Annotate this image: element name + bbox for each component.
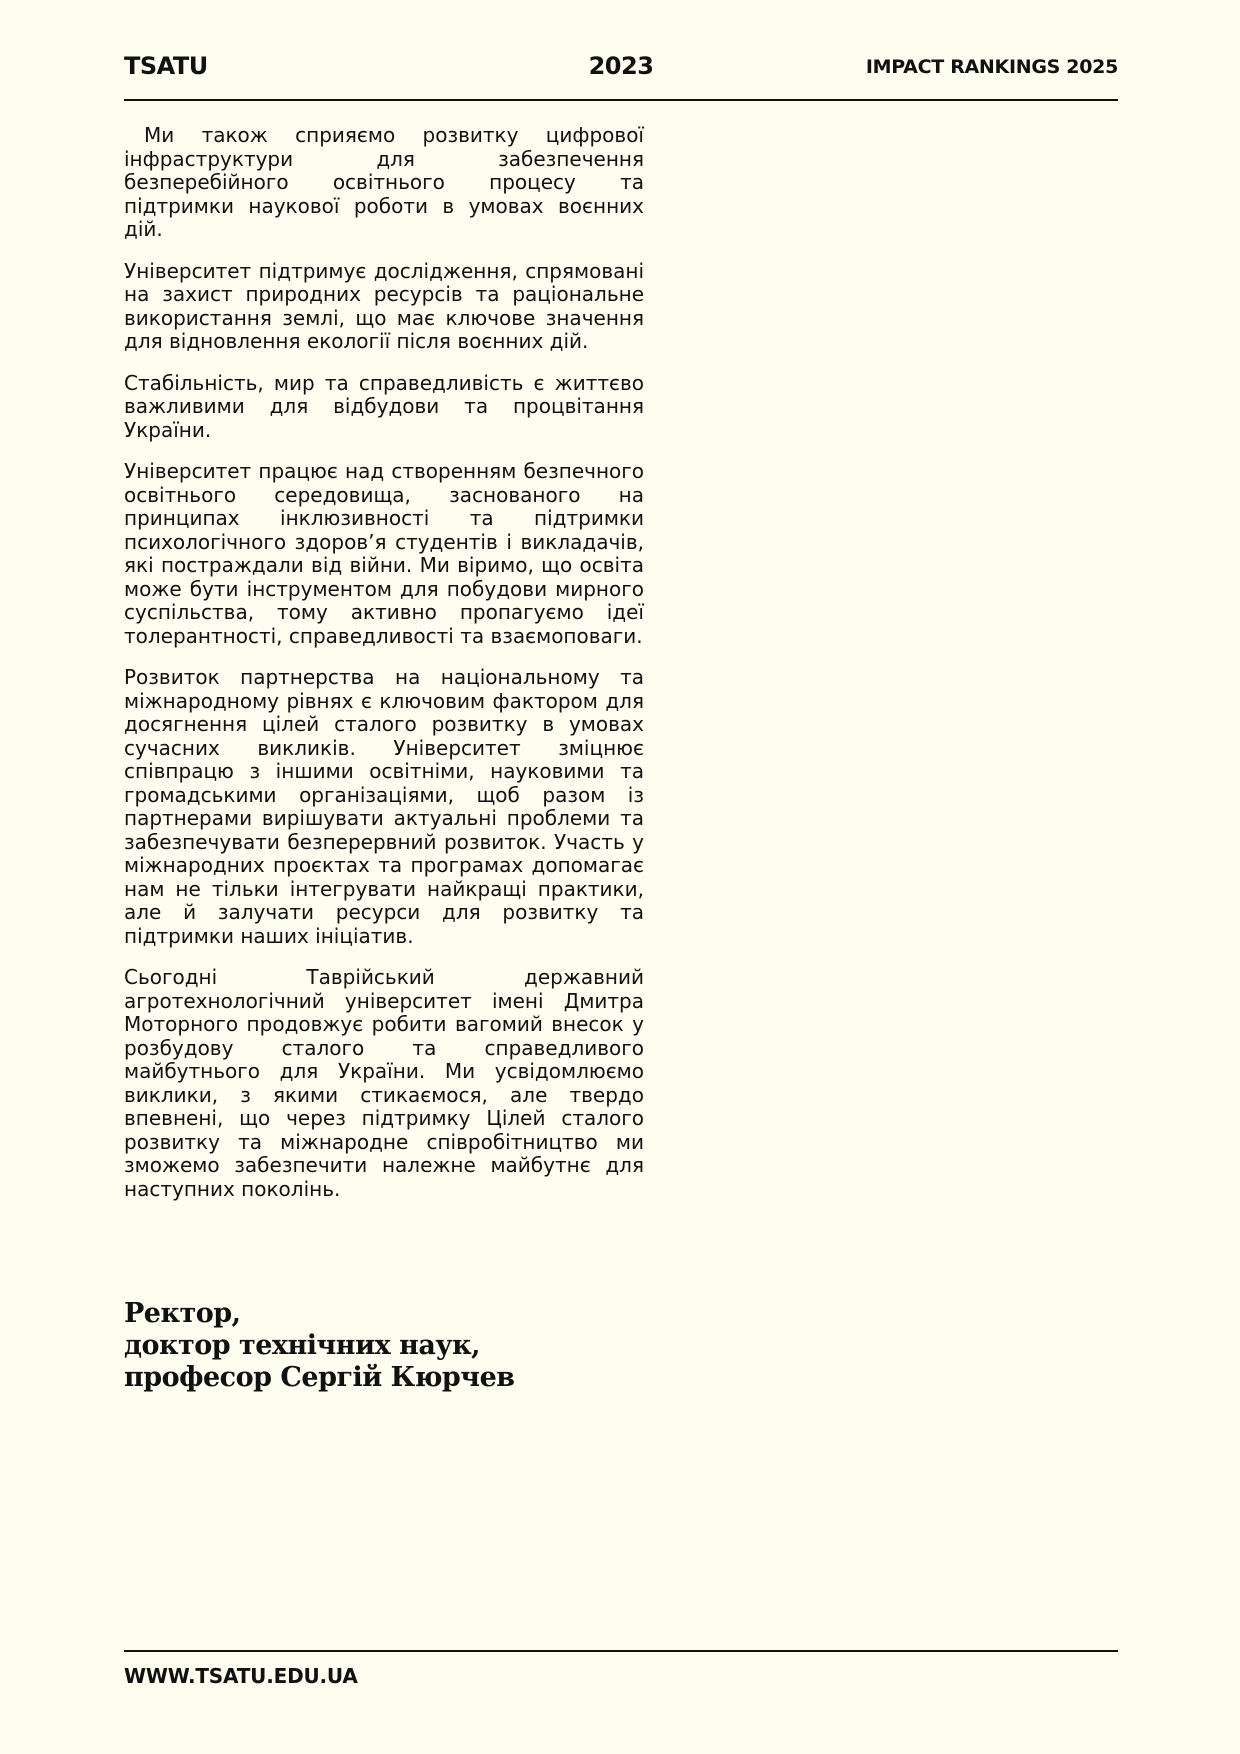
header-divider [124,99,1118,101]
paragraph-natural-resources: Університет підтримує дослідження, спрямовані на захист природних ресурсів та раціональне використання землі, що має ключове значення для відновлення екології після воєнних дій. [124,258,644,353]
footer-website: WWW.TSATU.EDU.UA [124,1664,358,1688]
header-report-title: IMPACT RANKINGS 2025 [865,56,1118,78]
paragraph-stability-peace: Стабільність, мир та справедливість є життєво важливими для відбудови та процвітання України. [124,370,644,442]
header-org-name: TSATU [124,52,208,80]
footer-divider [124,1650,1118,1652]
paragraph-partnership: Розвиток партнерства на національному та міжнародному рівнях є ключовим фактором для досягнення цілей сталого розвитку в умовах сучасних викликів. Університет зміцнює співпрацю з іншими освітніми, науковими та громадськими організаціями, щоб разом із партнерами вирішувати актуальні проблеми та забезпечувати безперервний розвиток. Участь у міжнародних проєктах та програмах допомагає нам не тільки інтегрувати найкращі практики, але й залучати ресурси для розвитку та підтримки наших ініціатив. [124,665,644,948]
page-header [124,48,1118,88]
paragraph-conclusion: Сьогодні Таврійський державний агротехнологічний університет імені Дмитра Моторного продовжує робити вагомий внесок у розбудову сталого та справедливого майбутнього для України. Ми усвідомлюємо виклики, з якими стикаємося, але твердо впевнені, що через підтримку Цілей сталого розвитку та міжнародне співробітництво ми зможемо забезпечити належне майбутнє для наступних поколінь. [124,965,644,1201]
signature-degree: доктор технічних наук, [124,1330,481,1361]
paragraph-safe-environment: Університет працює над створенням безпечного освітнього середовища, заснованого на принципах інклюзивності та підтримки психологічного здоров’я студентів і викладачів, які постраждали від війни. Ми віримо, що освіта може бути інструментом для побудови мирного суспільства, тому активно пропагуємо ідеї толерантності, справедливості та взаємоповаги. [124,459,644,648]
signature-title: Ректор, [124,1298,241,1329]
header-year: 2023 [588,52,654,80]
paragraph-digital-infrastructure: Ми також сприяємо розвитку цифрової інфраструктури для забезпечення безперебійного освітнього процесу та підтримки наукової роботи в умовах воєнних дій. [124,123,644,241]
rector-signature-block [124,1298,824,1394]
body-text [124,124,644,1219]
signature-name: професор Сергій Кюрчев [124,1362,515,1393]
